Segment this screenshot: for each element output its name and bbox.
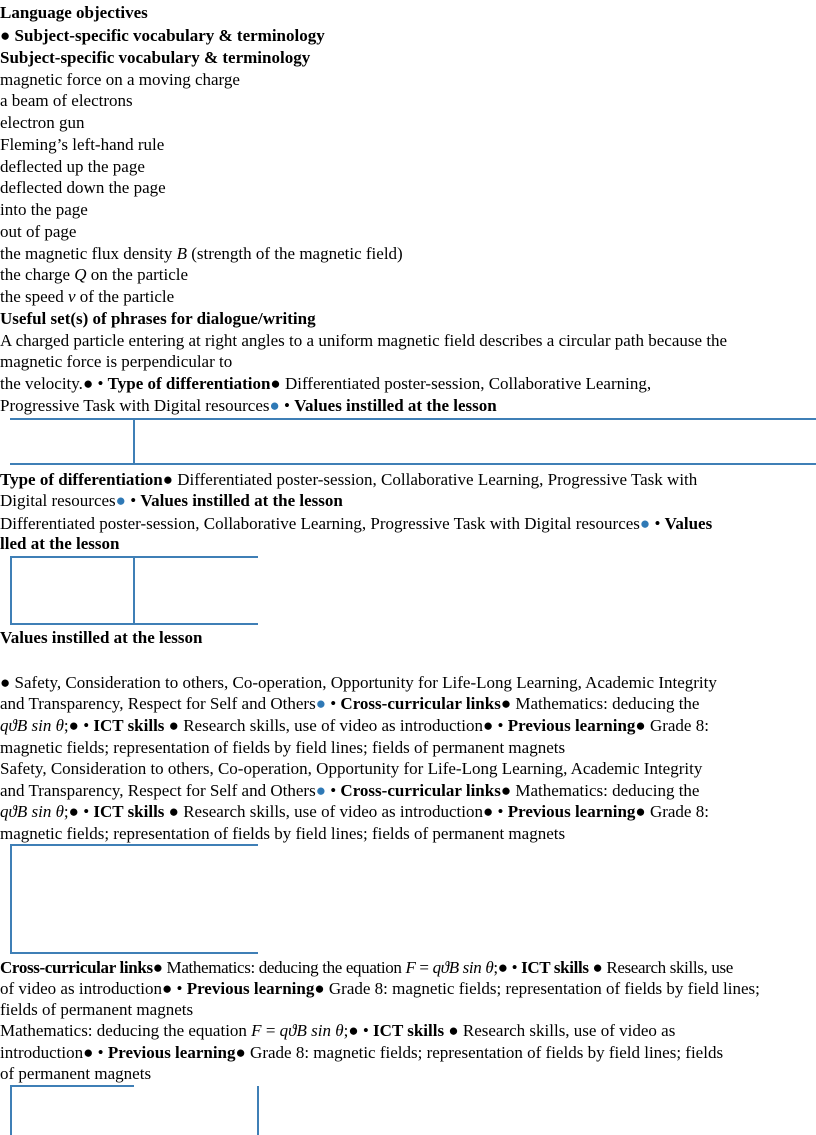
vocab-item: the magnetic flux density B (strength of the magnetic field) bbox=[0, 244, 403, 263]
vocab-item: out of page bbox=[0, 222, 77, 241]
cross-heading-line: Cross-curricular links● Mathematics: deducing the equation F = qϑB sin θ;● • ICT skills ● Research skills, use bbox=[0, 958, 733, 977]
vocab-item: a beam of electrons bbox=[0, 91, 133, 110]
differentiation-line: Progressive Task with Digital resources● • Values instilled at the lesson bbox=[0, 396, 497, 415]
values-line: ● Safety, Consideration to others, Co-operation, Opportunity for Life-Long Learning, Academic Integrity bbox=[0, 673, 717, 692]
previous-line: magnetic fields; representation of fields by field lines; fields of permanent magnets bbox=[0, 738, 566, 757]
vocab-item: Fleming’s left-hand rule bbox=[0, 135, 165, 154]
table-rule bbox=[10, 845, 12, 953]
vocab-item: deflected down the page bbox=[0, 178, 166, 197]
vocab-item: the speed v of the particle bbox=[0, 287, 175, 306]
table-rule bbox=[10, 844, 258, 846]
previous-line: magnetic fields; representation of fields by field lines; fields of permanent magnets bbox=[0, 824, 566, 843]
table-rule bbox=[10, 1085, 134, 1087]
cross-line: fields of permanent magnets bbox=[0, 1000, 194, 1019]
vocab-heading: Subject-specific vocabulary & terminology bbox=[0, 48, 311, 67]
table-rule bbox=[10, 463, 816, 465]
values-line: and Transparency, Respect for Self and Others● • Cross-curricular links● Mathematics: deducing the bbox=[0, 694, 700, 713]
cross-text: Mathematics: deducing the equation F = qϑB sin θ;● • ICT skills ● Research skills, use of video as bbox=[0, 1021, 676, 1040]
values-heading: Values instilled at the lesson bbox=[0, 628, 203, 647]
phrase-line: the velocity.● • Type of differentiation● Differentiated poster-session, Collaborative Learning, bbox=[0, 374, 652, 393]
phrases-heading: Useful set(s) of phrases for dialogue/writing bbox=[0, 309, 316, 328]
table-rule bbox=[257, 1086, 259, 1135]
table-rule bbox=[10, 623, 258, 625]
cross-text: of permanent magnets bbox=[0, 1064, 152, 1083]
table-rule bbox=[10, 557, 12, 624]
table-rule bbox=[10, 418, 816, 420]
vocab-item: electron gun bbox=[0, 113, 85, 132]
differentiation-text: Differentiated poster-session, Collaborative Learning, Progressive Task with Digital resources● • Values bbox=[0, 514, 713, 533]
vocab-item: magnetic force on a moving charge bbox=[0, 70, 240, 89]
vocab-item: deflected up the page bbox=[0, 157, 145, 176]
differentiation-heading: Type of differentiation● Differentiated poster-session, Collaborative Learning, Progressive Task with bbox=[0, 470, 698, 489]
phrase-line: A charged particle entering at right angles to a uniform magnetic field describes a circular path because the bbox=[0, 331, 728, 350]
table-rule bbox=[10, 1086, 12, 1135]
values-fragment: lled at the lesson bbox=[0, 534, 120, 553]
vocab-bullet-heading: ● Subject-specific vocabulary & terminology bbox=[0, 26, 325, 45]
page-title: Language objectives bbox=[0, 3, 148, 22]
cross-line: of video as introduction● • Previous learning● Grade 8: magnetic fields; representation of fields by field lines; bbox=[0, 979, 760, 998]
ict-line: qϑB sin θ;● • ICT skills ● Research skills, use of video as introduction● • Previous learning● Grade 8: bbox=[0, 802, 709, 821]
table-rule bbox=[133, 557, 135, 624]
vocab-item: into the page bbox=[0, 200, 88, 219]
table-rule bbox=[10, 952, 258, 954]
values-line: and Transparency, Respect for Self and Others● • Cross-curricular links● Mathematics: deducing the bbox=[0, 781, 700, 800]
vocab-item: the charge Q on the particle bbox=[0, 265, 189, 284]
phrase-line: magnetic force is perpendicular to bbox=[0, 352, 233, 371]
differentiation-line: Digital resources● • Values instilled at the lesson bbox=[0, 491, 343, 510]
cross-text: introduction● • Previous learning● Grade 8: magnetic fields; representation of fields by field lines; fields bbox=[0, 1043, 724, 1062]
ict-line: qϑB sin θ;● • ICT skills ● Research skills, use of video as introduction● • Previous learning● Grade 8: bbox=[0, 716, 709, 735]
values-line: Safety, Consideration to others, Co-operation, Opportunity for Life-Long Learning, Academic Integrity bbox=[0, 759, 703, 778]
table-rule bbox=[133, 419, 135, 464]
